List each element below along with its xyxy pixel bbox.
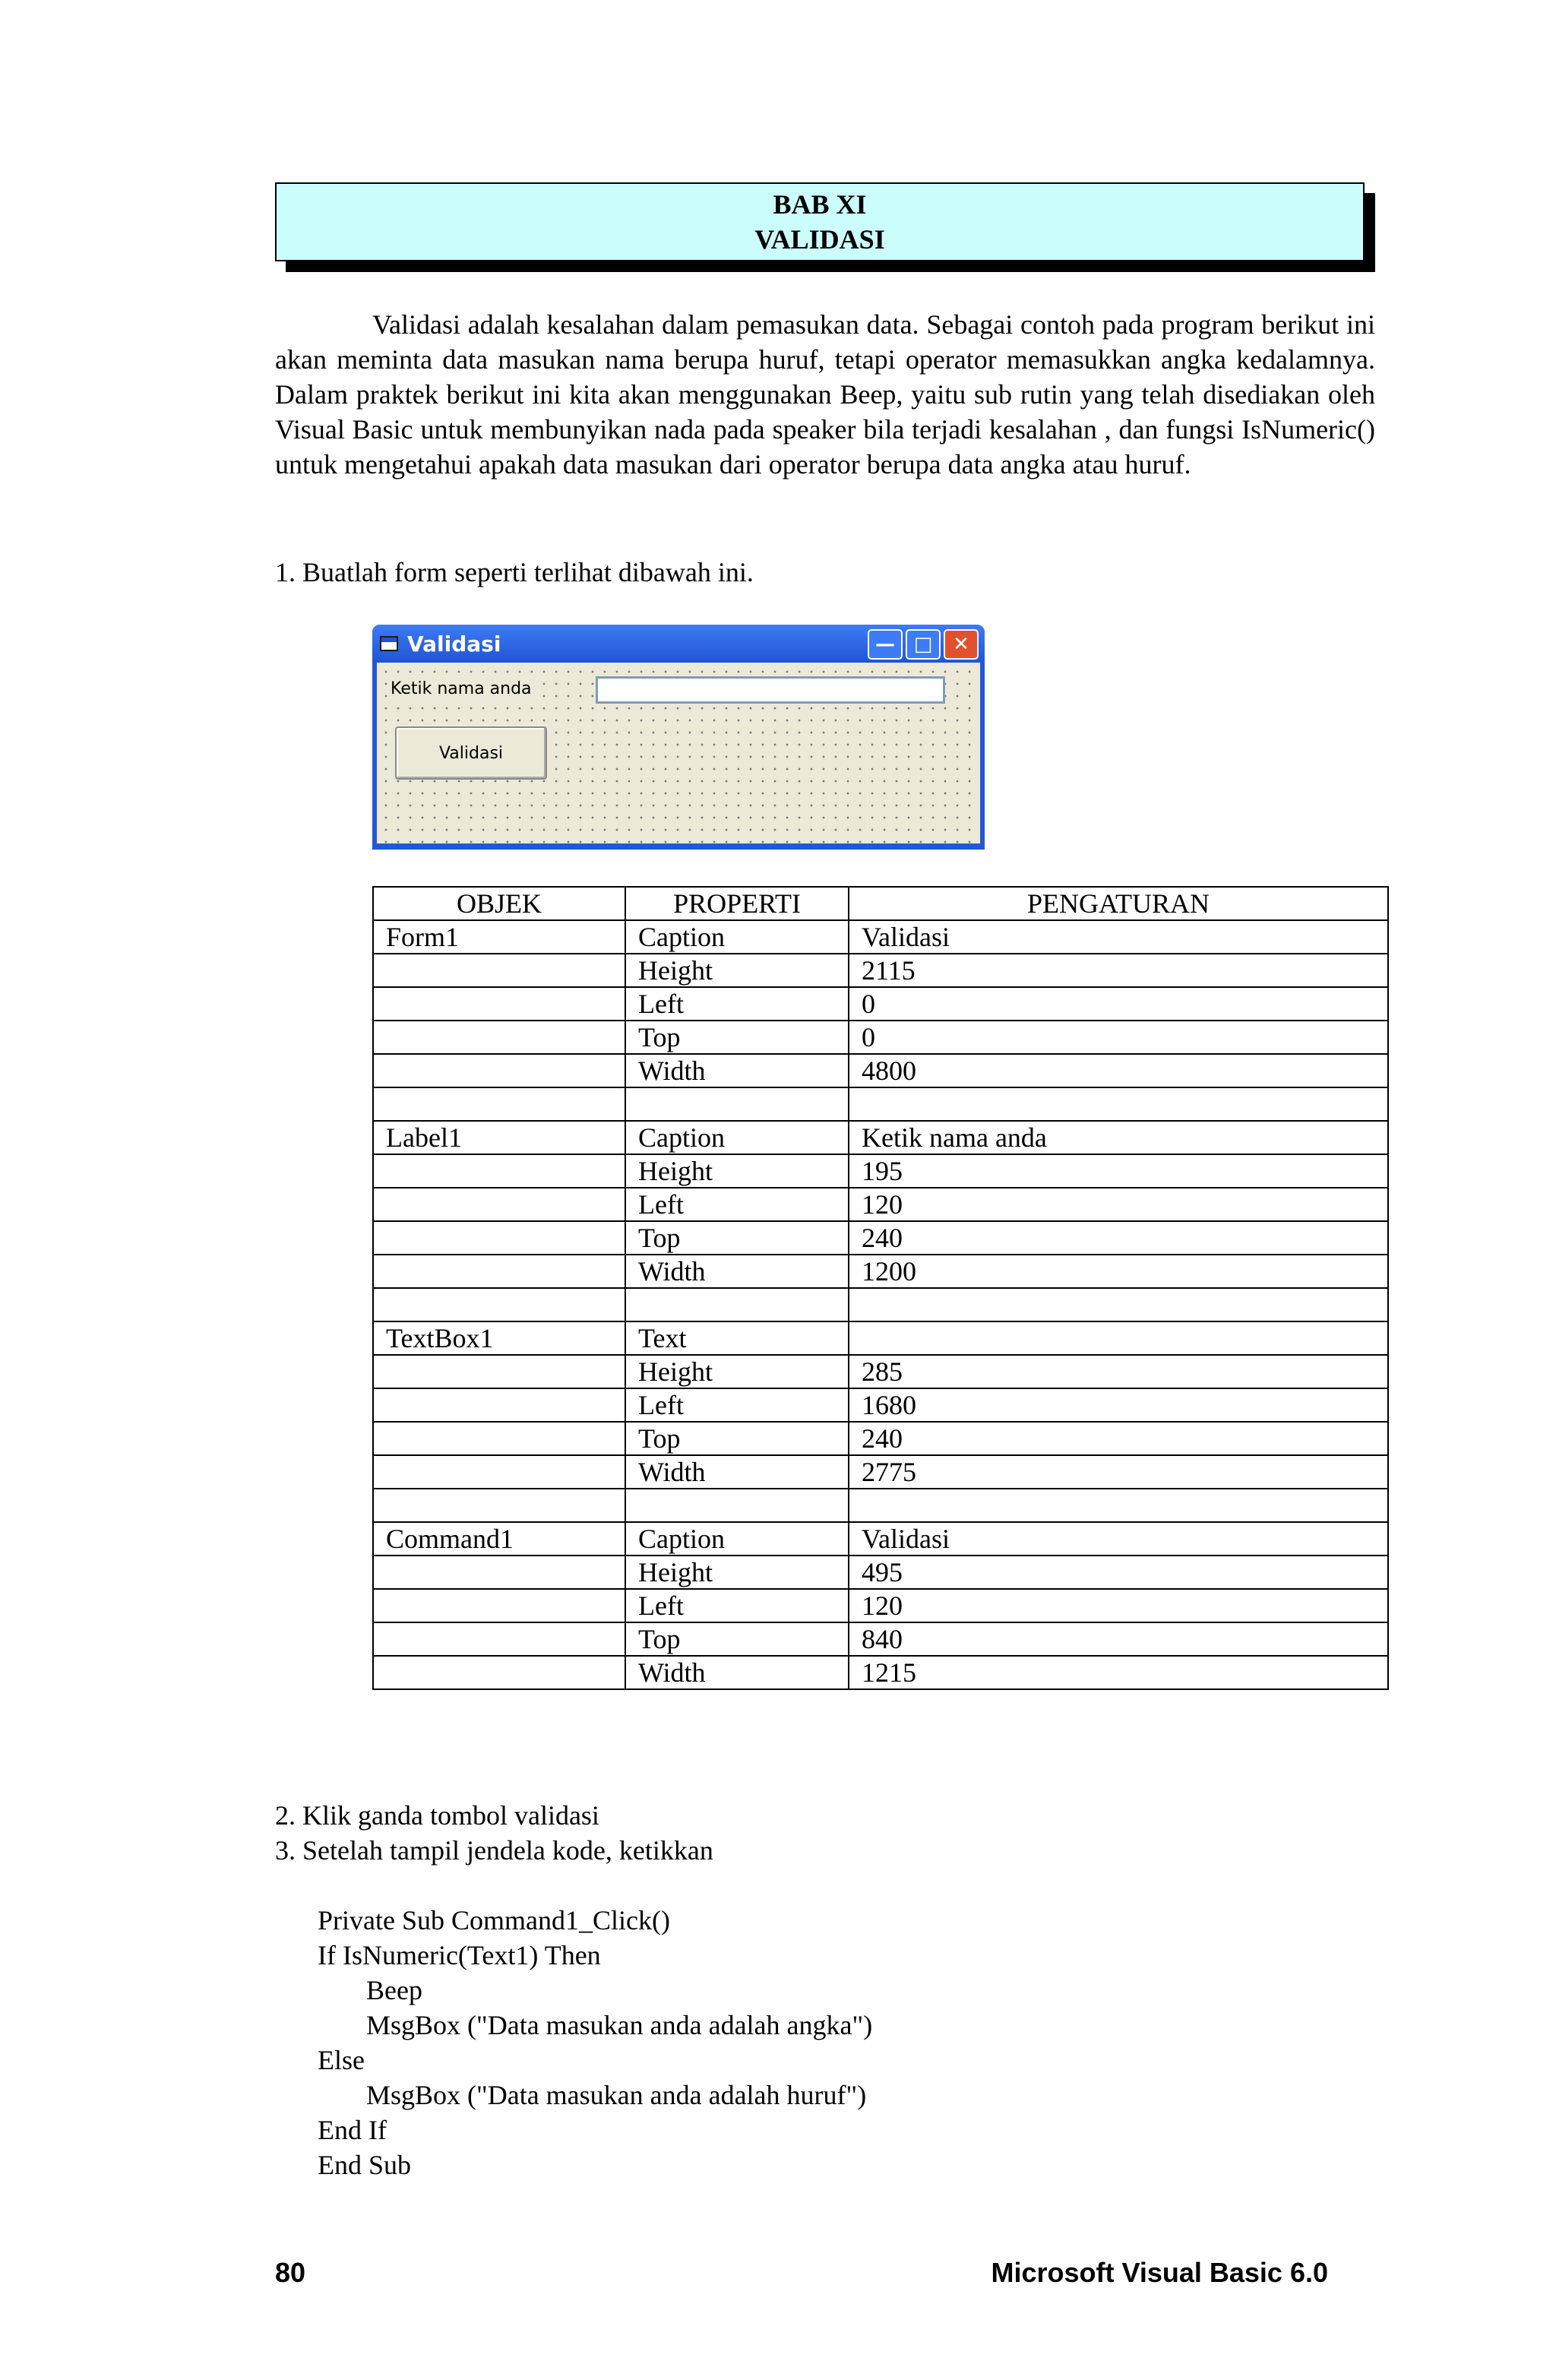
cell-properti: Top bbox=[625, 1221, 849, 1255]
window-icon bbox=[380, 636, 398, 651]
table-row bbox=[373, 1121, 1388, 1154]
header-properti: PROPERTI bbox=[625, 887, 849, 920]
code-line: Beep bbox=[366, 1975, 422, 2005]
table-row bbox=[373, 1388, 1388, 1422]
cell-pengaturan: 1215 bbox=[849, 1656, 1388, 1689]
cell-pengaturan bbox=[849, 1489, 1388, 1522]
cell-properti: Height bbox=[625, 1154, 849, 1188]
header-pengaturan: PENGATURAN bbox=[849, 887, 1388, 920]
cell-pengaturan: 1200 bbox=[849, 1255, 1388, 1288]
cell-properti: Text bbox=[625, 1321, 849, 1355]
cell-properti: Width bbox=[625, 1455, 849, 1489]
table-row bbox=[373, 920, 1388, 954]
cell-properti: Top bbox=[625, 1021, 849, 1054]
minimize-icon[interactable]: — bbox=[868, 629, 903, 660]
cell-pengaturan bbox=[849, 1288, 1388, 1321]
cell-pengaturan: 120 bbox=[849, 1589, 1388, 1622]
cell-objek bbox=[373, 1087, 625, 1121]
step-3: 3. Setelah tampil jendela kode, ketikkan bbox=[275, 1835, 713, 1866]
cell-objek bbox=[373, 1221, 625, 1255]
step-2: 2. Klik ganda tombol validasi bbox=[275, 1800, 599, 1831]
cell-pengaturan: 240 bbox=[849, 1422, 1388, 1455]
code-line: MsgBox ("Data masukan anda adalah angka") bbox=[366, 2010, 873, 2040]
cell-objek bbox=[373, 1054, 625, 1087]
cell-properti: Caption bbox=[625, 920, 849, 954]
table-row bbox=[373, 1522, 1388, 1556]
cell-objek bbox=[373, 1154, 625, 1188]
code-line: Private Sub Command1_Click() bbox=[318, 1905, 670, 1935]
cell-properti: Left bbox=[625, 1388, 849, 1422]
table-row bbox=[373, 1321, 1388, 1355]
cell-pengaturan: 840 bbox=[849, 1622, 1388, 1656]
table-row bbox=[373, 1054, 1388, 1087]
cell-pengaturan: 2115 bbox=[849, 954, 1388, 987]
table-header-row bbox=[373, 887, 1388, 920]
table-row bbox=[373, 1154, 1388, 1188]
table-row bbox=[373, 954, 1388, 987]
cell-properti bbox=[625, 1288, 849, 1321]
vb-textbox1[interactable] bbox=[596, 676, 945, 704]
code-line: If IsNumeric(Text1) Then bbox=[318, 1940, 601, 1970]
cell-objek: Label1 bbox=[373, 1121, 625, 1154]
cell-objek: Command1 bbox=[373, 1522, 625, 1556]
cell-pengaturan: 195 bbox=[849, 1154, 1388, 1188]
cell-properti: Width bbox=[625, 1656, 849, 1689]
cell-pengaturan: 4800 bbox=[849, 1054, 1388, 1087]
cell-pengaturan: 0 bbox=[849, 1021, 1388, 1054]
cell-properti: Height bbox=[625, 1355, 849, 1388]
vb-label1: Ketik nama anda bbox=[387, 678, 535, 701]
code-block bbox=[318, 1903, 872, 2182]
cell-objek bbox=[373, 1422, 625, 1455]
code-line: Else bbox=[318, 2045, 365, 2075]
vb-form-client bbox=[377, 663, 980, 843]
code-line: MsgBox ("Data masukan anda adalah huruf") bbox=[366, 2080, 867, 2110]
cell-objek bbox=[373, 1355, 625, 1388]
window-controls bbox=[868, 629, 979, 660]
cell-properti bbox=[625, 1489, 849, 1522]
table-row bbox=[373, 1188, 1388, 1221]
chapter-number: BAB XI bbox=[773, 189, 867, 220]
cell-properti: Top bbox=[625, 1422, 849, 1455]
intro-paragraph: Validasi adalah kesalahan dalam pemasukan data. Sebagai contoh pada program berikut ini akan meminta data masukan nama berupa huruf, tetapi operator memasukkan angka kedalamnya. Dalam praktek berikut ini kita akan menggunakan Beep, yaitu sub rutin yang telah disediakan oleh Visual Basic untuk membunyikan nada pada speaker bila terjadi kesalahan , dan fungsi IsNumeric() untuk mengetahui apakah data masukan dari operator berupa data angka atau huruf. bbox=[275, 309, 1375, 479]
code-line: End If bbox=[318, 2115, 387, 2145]
vb-title-bar bbox=[372, 625, 985, 663]
cell-pengaturan: Ketik nama anda bbox=[849, 1121, 1388, 1154]
cell-properti: Height bbox=[625, 954, 849, 987]
cell-properti: Left bbox=[625, 987, 849, 1021]
table-row bbox=[373, 1355, 1388, 1388]
chapter-title: VALIDASI bbox=[754, 224, 885, 255]
table-row bbox=[373, 1422, 1388, 1455]
cell-objek: Form1 bbox=[373, 920, 625, 954]
cell-pengaturan: 495 bbox=[849, 1556, 1388, 1589]
cell-properti bbox=[625, 1087, 849, 1121]
cell-pengaturan: 0 bbox=[849, 987, 1388, 1021]
cell-properti: Width bbox=[625, 1255, 849, 1288]
cell-pengaturan: Validasi bbox=[849, 1522, 1388, 1556]
table-row bbox=[373, 987, 1388, 1021]
table-row bbox=[373, 1087, 1388, 1121]
vb-window-title: Validasi bbox=[407, 631, 501, 657]
cell-properti: Top bbox=[625, 1622, 849, 1656]
cell-objek bbox=[373, 1021, 625, 1054]
cell-properti: Caption bbox=[625, 1121, 849, 1154]
cell-pengaturan: 240 bbox=[849, 1221, 1388, 1255]
cell-properti: Caption bbox=[625, 1522, 849, 1556]
page-number: 80 bbox=[275, 2257, 306, 2288]
cell-pengaturan bbox=[849, 1321, 1388, 1355]
header-objek: OBJEK bbox=[373, 887, 625, 920]
table-row bbox=[373, 1288, 1388, 1321]
table-row bbox=[373, 1556, 1388, 1589]
cell-objek bbox=[373, 1388, 625, 1422]
cell-objek bbox=[373, 1455, 625, 1489]
cell-pengaturan: 285 bbox=[849, 1355, 1388, 1388]
table-row bbox=[373, 1021, 1388, 1054]
cell-objek: TextBox1 bbox=[373, 1321, 625, 1355]
table-row bbox=[373, 1221, 1388, 1255]
table-body bbox=[373, 920, 1388, 1689]
table-row bbox=[373, 1489, 1388, 1522]
table-row bbox=[373, 1255, 1388, 1288]
cell-pengaturan: 1680 bbox=[849, 1388, 1388, 1422]
cell-pengaturan bbox=[849, 1087, 1388, 1121]
cell-objek bbox=[373, 1622, 625, 1656]
cell-properti: Width bbox=[625, 1054, 849, 1087]
step-1: 1. Buatlah form seperti terlihat dibawah ini. bbox=[275, 557, 754, 587]
cell-pengaturan: Validasi bbox=[849, 920, 1388, 954]
vb-form-window bbox=[372, 625, 985, 850]
cell-objek bbox=[373, 1288, 625, 1321]
cell-objek bbox=[373, 1255, 625, 1288]
table-row bbox=[373, 1589, 1388, 1622]
cell-properti: Height bbox=[625, 1556, 849, 1589]
close-icon[interactable]: ✕ bbox=[944, 629, 979, 660]
cell-pengaturan: 120 bbox=[849, 1188, 1388, 1221]
cell-objek bbox=[373, 1589, 625, 1622]
table-row bbox=[373, 1455, 1388, 1489]
book-title: Microsoft Visual Basic 6.0 bbox=[991, 2257, 1328, 2288]
maximize-icon[interactable]: □ bbox=[906, 629, 941, 660]
cell-objek bbox=[373, 987, 625, 1021]
properties-table bbox=[372, 886, 1389, 1690]
cell-objek bbox=[373, 1656, 625, 1689]
code-line: End Sub bbox=[318, 2150, 412, 2180]
table-row bbox=[373, 1656, 1388, 1689]
vb-command1-button[interactable]: Validasi bbox=[395, 726, 547, 780]
cell-objek bbox=[373, 1556, 625, 1589]
cell-pengaturan: 2775 bbox=[849, 1455, 1388, 1489]
cell-objek bbox=[373, 954, 625, 987]
cell-properti: Left bbox=[625, 1188, 849, 1221]
cell-objek bbox=[373, 1188, 625, 1221]
table-row bbox=[373, 1622, 1388, 1656]
chapter-title-box bbox=[275, 182, 1365, 261]
cell-objek bbox=[373, 1489, 625, 1522]
cell-properti: Left bbox=[625, 1589, 849, 1622]
